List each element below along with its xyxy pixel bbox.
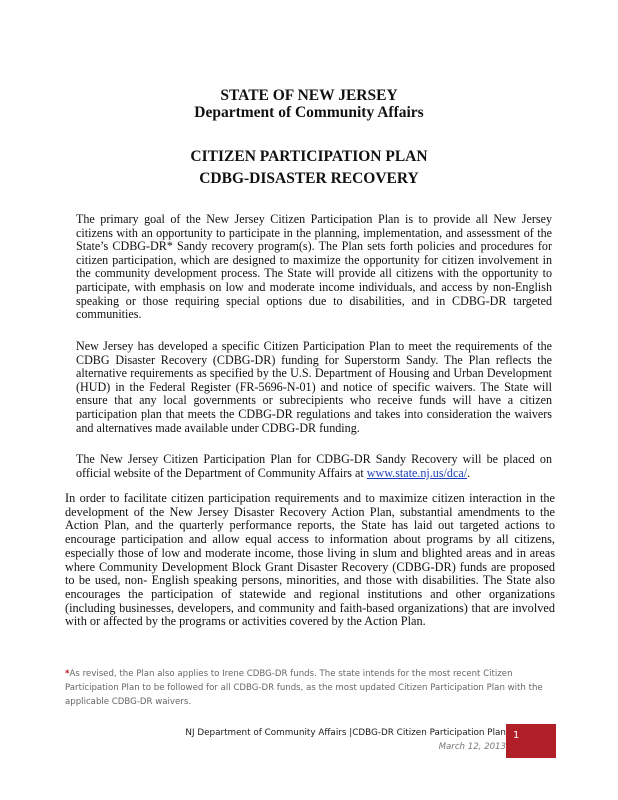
page-footer (185, 727, 506, 754)
footnote-marker: * (65, 669, 70, 679)
plan-title: CITIZEN PARTICIPATION PLAN (190, 148, 428, 165)
footer-title: NJ Department of Community Affairs |CDBG-DR Citizen Participation Plan (185, 728, 506, 738)
state-heading: STATE OF NEW JERSEY (220, 87, 398, 104)
footnote-text: As revised, the Plan also applies to Irene CDBG-DR funds. The state intends for the most recent Citizen Participation Plan to be followed for all CDBG-DR funds, as the most updated Citizen Participation Plan with the applicable CDBG-DR waivers. (65, 669, 543, 707)
paragraph-website (76, 453, 552, 480)
footer-date: March 12, 2013 (438, 742, 506, 752)
paragraph-website-text: The New Jersey Citizen Participation Plan for CDBG-DR Sandy Recovery will be placed on official website of the Department of Community Affairs at (76, 452, 552, 480)
department-heading: Department of Community Affairs (194, 104, 424, 121)
page-number-badge (506, 724, 556, 758)
plan-subtitle: CDBG-DISASTER RECOVERY (199, 170, 419, 187)
dca-website-link[interactable]: www.state.nj.us/dca/ (366, 465, 468, 480)
footnote (65, 667, 545, 709)
paragraph-primary-goal: The primary goal of the New Jersey Citizen Participation Plan is to provide all New Jersey citizens with an opportunity to participate in the planning, implementation, and assessment of the State’s CDBG-DR* Sandy recovery program(s). The Plan sets forth policies and procedures for citizen participation, which are designed to maximize the opportunity for citizen involvement in the community development process. The State will provide all citizens with the opportunity to participate, with emphasis on low and moderate income individuals, and access by non-English speaking or those requiring special options due to disabilities, and in CDBG-DR targeted communities. (76, 212, 552, 322)
paragraph-facilitate: In order to facilitate citizen participation requirements and to maximize citizen interaction in the development of the New Jersey Disaster Recovery Action Plan, substantial amendments to the Action Plan, and the quarterly performance reports, the State has laid out targeted actions to encourage participation and allow equal access to information about programs by all citizens, especially those of low and moderate income, those living in slum and blighted areas and in areas where Community Development Block Grant Disaster Recovery (CDBG-DR) funds are proposed to be used, non- English speaking persons, minorities, and those with disabilities. The State also encourages the participation of statewide and regional institutions and other organizations (including businesses, developers, and community and faith-based organizations) that are involved with or affected by the programs or activities covered by the Action Plan. (65, 491, 555, 629)
page-number: 1 (513, 730, 520, 741)
paragraph-specific-plan: New Jersey has developed a specific Citizen Participation Plan to meet the requirements of the CDBG Disaster Recovery (CDBG-DR) funding for Superstorm Sandy. The Plan reflects the alternative requirements as specified by the U.S. Department of Housing and Urban Development (HUD) in the Federal Register (FR-5696-N-01) and notice of specific waivers. The State will ensure that any local governments or subrecipients who receive funds will have a citizen participation plan that meets the CDBG-DR regulations and takes into consideration the waivers and alternatives made available under CDBG-DR funding. (76, 339, 552, 435)
paragraph-website-end: . (467, 465, 471, 480)
